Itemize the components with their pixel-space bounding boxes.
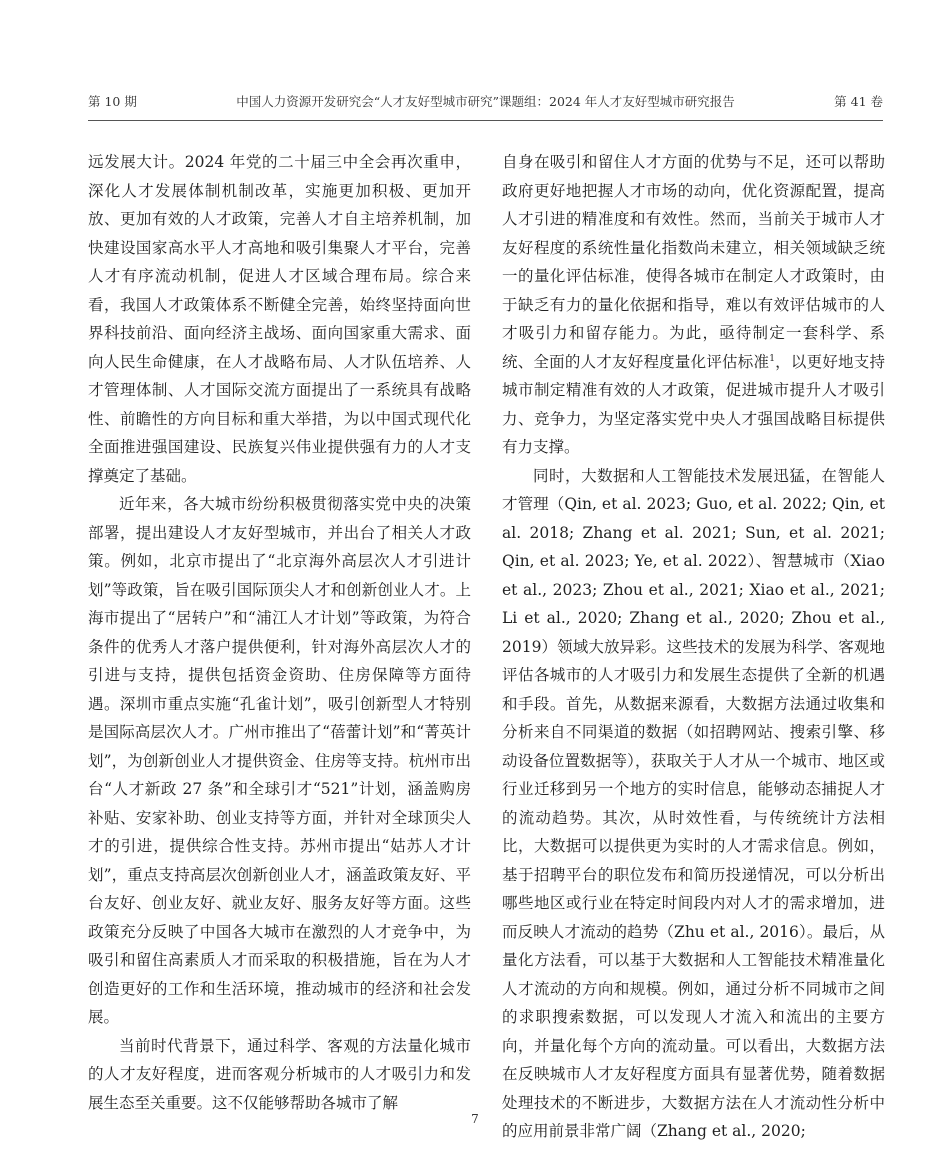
header-rule <box>88 120 883 121</box>
right-column <box>502 148 885 1140</box>
paragraph: 远发展大计。2024 年党的二十届三中全会再次重申，深化人才发展体制机制改革，实施更加积极、更加开放、更加有效的人才政策，完善人才自主培养机制，加快建设国家高水平人才高地和吸引集聚人才平台，完善人才有序流动机制，促进人才区域合理布局。综合来看，我国人才政策体系不断健全完善，始终坚持面向世界科技前沿、面向经济主战场、面向国家重大需求、面向人民生命健康，在人才战略布局、人才队伍培养、人才管理体制、人才国际交流方面提出了一系统具有战略性、前瞻性的方向目标和重大举措，为以中国式现代化全面推进强国建设、民族复兴伟业提供强有力的人才支撑奠定了基础。 <box>88 153 471 485</box>
page-number: 7 <box>471 1112 479 1126</box>
running-header <box>88 92 883 112</box>
volume-number: 第 41 卷 <box>834 94 883 109</box>
text-run: 自身在吸引和留住人才方面的优势与不足，还可以帮助政府更好地把握人才市场的动向，优化资源配置，提高人才引进的精准度和有效性。然而，当前关于城市人才友好程度的系统性量化指数尚未建立，相关领域缺乏统一的量化评估标准，使得各城市在制定人才政策时，由于缺乏有力的量化依据和指导，难以有效评估城市的人才吸引力和留存能力。为此，亟待制定一套科学、系统、全面的人才友好程度量化评估标准 <box>502 153 885 371</box>
left-column <box>88 148 471 1112</box>
running-title: 中国人力资源开发研究会“人才友好型城市研究”课题组：2024 年人才友好型城市研究报告 <box>236 94 735 109</box>
paragraph <box>502 148 885 462</box>
footnote-marker: 1 <box>769 353 775 364</box>
text-run: ，以更好地支持城市制定精准有效的人才政策，促进城市提升人才吸引力、竞争力，为坚定落实党中央人才强国战略目标提供有力支撑。 <box>502 352 885 456</box>
paragraph: 近年来，各大城市纷纷积极贯彻落实党中央的决策部署，提出建设人才友好型城市，并出台了相关人才政策。例如，北京市提出了“北京海外高层次人才引进计划”等政策，旨在吸引国际顶尖人才和创新创业人才。上海市提出了“居转户”和“浦江人才计划”等政策，为符合条件的优秀人才落户提供便利，针对海外高层次人才的引进与支持，提供包括资金资助、住房保障等方面待遇。深圳市重点实施“孔雀计划”，吸引创新型人才特别是国际高层次人才。广州市推出了“蓓蕾计划”和“菁英计划”，为创新创业人才提供资金、住房等支持。杭州市出台“人才新政 27 条”和全球引才“521”计划，涵盖购房补贴、安家补助、创业支持等方面，并针对全球顶尖人才的引进，提供综合性支持。苏州市提出“姑苏人才计划”，重点支持高层次创新创业人才，涵盖政策友好、平台友好、创业友好、就业友好、服务友好等方面。这些政策充分反映了中国各大城市在激烈的人才竞争中，为吸引和留住高素质人才而采取的积极措施，旨在为人才创造更好的工作和生活环境，推动城市的经济和社会发展。 <box>88 495 471 1026</box>
paragraph: 同时，大数据和人工智能技术发展迅猛，在智能人才管理（Qin, et al. 2023; Guo, et al. 2022; Qin, et al. 2018; Zhang et al. 2021; Sun, et al. 2021; Qin, et al. 2023; Ye, et al. 2022）、智慧城市（Xiao et al., 2023; Zhou et al., 2021; Xiao et al., 2021; Li et al., 2020; Zhang et al., 2020; Zhou et al., 2019）领域大放异彩。这些技术的发展为科学、客观地评估各城市的人才吸引力和发展生态提供了全新的机遇和手段。首先，从数据来源看，大数据方法通过收集和分析来自不同渠道的数据（如招聘网站、搜索引擎、移动设备位置数据等），获取关于人才从一个城市、地区或行业迁移到另一个地方的实时信息，能够动态捕捉人才的流动趋势。其次，从时效性看，与传统统计方法相比，大数据可以提供更为实时的人才需求信息。例如，基于招聘平台的职位发布和简历投递情况，可以分析出哪些地区或行业在特定时间段内对人才的需求增加，进而反映人才流动的趋势（Zhu et al., 2016）。最后，从量化方法看，可以基于大数据和人工智能技术精准量化人才流动的方向和规模。例如，通过分析不同城市之间的求职搜索数据，可以发现人才流入和流出的主要方向，并量化每个方向的流动量。可以看出，大数据方法在反映城市人才友好程度方面具有显著优势，随着数据处理技术的不断进步，大数据方法在人才流动性分析中的应用前景非常广阔（Zhang et al., 2020; <box>502 466 885 1140</box>
paragraph: 当前时代背景下，通过科学、客观的方法量化城市的人才友好程度，进而客观分析城市的人才吸引力和发展生态至关重要。这不仅能够帮助各城市了解 <box>88 1036 471 1112</box>
issue-number: 第 10 期 <box>88 94 137 109</box>
